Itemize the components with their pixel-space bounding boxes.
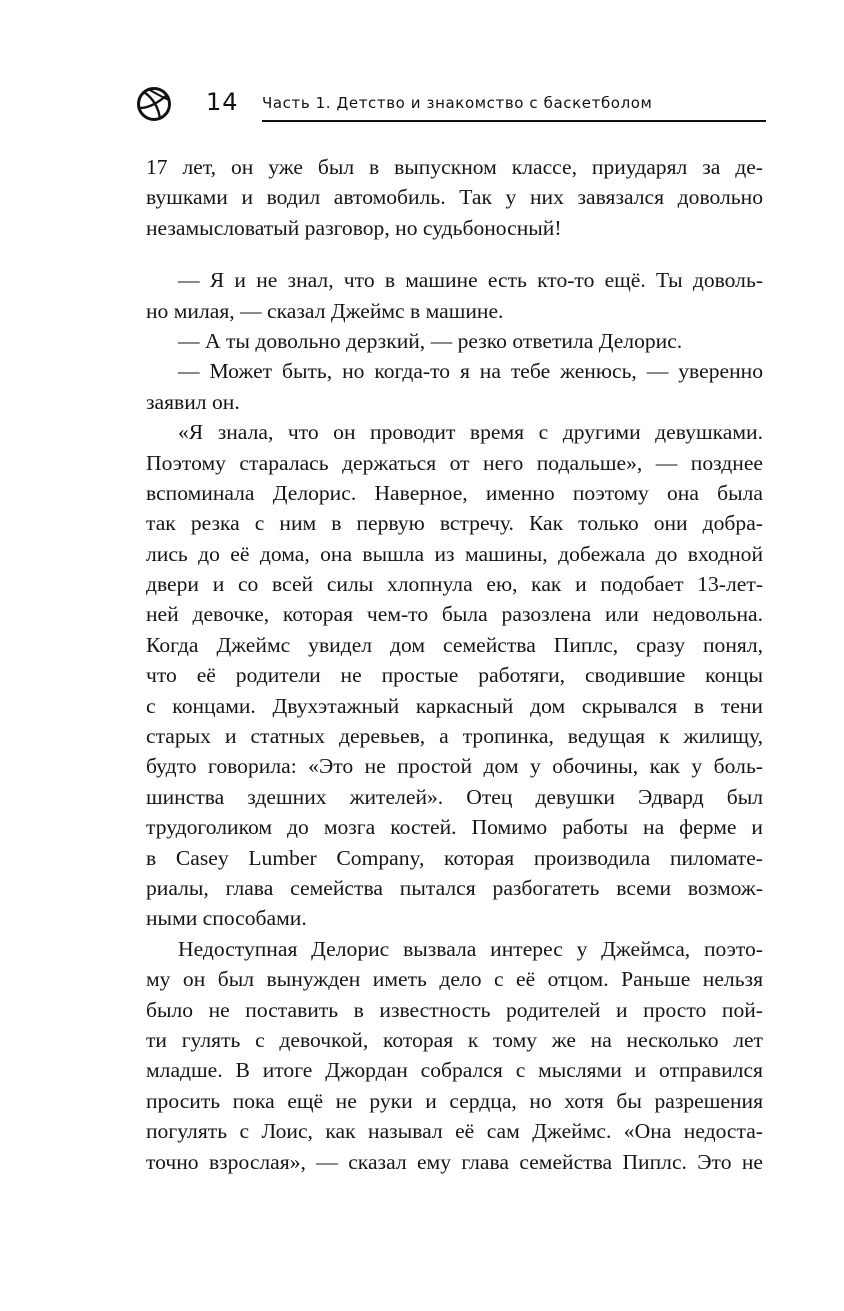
text-line: 17 лет, он уже был в выпускном классе, приударял за де-	[146, 155, 763, 179]
text-line: вспоминала Делорис. Наверное, именно поэтому она была	[146, 480, 763, 505]
text-line: — Может быть, но когда-то я на тебе женюсь, — уверенно	[178, 359, 763, 384]
text-line: заявил он.	[146, 389, 240, 414]
text-line: шинства здешних жителей». Отец девушки Эдвард был	[146, 784, 763, 809]
text-line: — А ты довольно дерзкий, — резко ответила Делорис.	[178, 328, 683, 353]
section-break	[146, 243, 763, 265]
text-line: му он был вынужден иметь дело с её отцом. Раньше нельзя	[146, 967, 763, 992]
text-line: Недоступная Делорис вызвала интерес у Джеймса, поэто-	[178, 936, 763, 961]
text-line: незамысловатый разговор, но судьбоносный!	[146, 215, 562, 240]
page-header	[136, 84, 766, 124]
text-line: ти гулять с девочкой, которая к тому же на несколько лет	[146, 1027, 763, 1052]
text-line: лись до её дома, она вышла из машины, добежала до входной	[146, 541, 763, 566]
text-line: точно взрослая», — сказал ему глава семейства Пиплс. Это не	[146, 1149, 763, 1174]
body-text	[146, 152, 763, 1177]
text-line: риалы, глава семейства пытался разбогатеть всеми возмож-	[146, 875, 763, 900]
text-line: в Casey Lumber Company, которая производила пиломате-	[146, 845, 763, 870]
text-line: младше. В итоге Джордан собрался с мыслями и отправился	[146, 1058, 763, 1083]
page-number: 14	[206, 88, 239, 116]
basketball-icon	[136, 86, 172, 122]
running-title: Часть 1. Детство и знакомство с баскетболом	[262, 94, 653, 112]
text-line: — Я и не знал, что в машине есть кто-то ещё. Ты доволь-	[178, 268, 763, 293]
text-line: двери и со всей силы хлопнула ею, как и подобает 13-лет-	[146, 572, 763, 597]
text-line: что её родители не простые работяги, сводившие концы	[146, 663, 763, 688]
text-line: было не поставить в известность родителей и просто пой-	[146, 997, 763, 1022]
header-rule	[262, 120, 766, 122]
dialogue-2	[146, 326, 763, 356]
paragraph-3	[146, 934, 763, 1177]
text-line: так резка с ним в первую встречу. Как только они добра-	[146, 511, 763, 536]
dialogue-1	[146, 265, 763, 326]
text-line: вушками и водил автомобиль. Так у них завязался довольно	[146, 185, 763, 210]
text-line: погулять с Лоис, как называл её сам Джеймс. «Она недоста-	[146, 1119, 763, 1144]
dialogue-3	[146, 356, 763, 417]
text-line: трудоголиком до мозга костей. Помимо работы на ферме и	[146, 815, 763, 840]
text-line: «Я знала, что он проводит время с другими девушками.	[178, 420, 763, 445]
text-line: будто говорила: «Это не простой дом у обочины, как у боль-	[146, 754, 763, 779]
text-line: ней девочке, которая чем-то была разозлена или недовольна.	[146, 602, 763, 627]
text-line: с концами. Двухэтажный каркасный дом скрывался в тени	[146, 693, 763, 718]
text-line: просить пока ещё не руки и сердца, но хотя бы разрешения	[146, 1088, 763, 1113]
text-line: Поэтому старалась держаться от него подальше», — позднее	[146, 450, 763, 475]
text-line: старых и статных деревьев, а тропинка, ведущая к жилищу,	[146, 724, 763, 749]
text-line: но милая, — сказал Джеймс в машине.	[146, 298, 504, 323]
text-line: ными способами.	[146, 906, 307, 931]
paragraph-1	[146, 152, 763, 243]
paragraph-2	[146, 417, 763, 934]
text-line: Когда Джеймс увидел дом семейства Пиплс, сразу понял,	[146, 632, 763, 657]
